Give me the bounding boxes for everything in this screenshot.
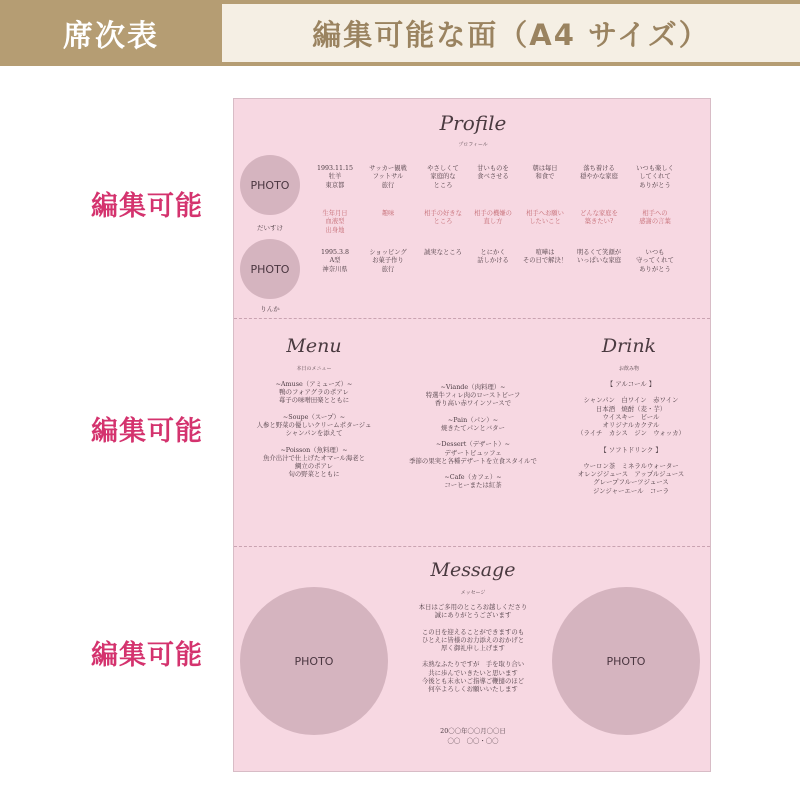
groom-photo[interactable]: PHOTO [240, 155, 300, 215]
message-right-photo[interactable]: PHOTO [552, 587, 700, 735]
message-names: 〇〇 〇〇・〇〇 [447, 737, 499, 745]
bride-info-cell[interactable]: 明るくて笑顔が いっぱいな家庭 [576, 249, 622, 265]
section-divider [234, 318, 710, 319]
editable-label-menu: 編集可能 [91, 416, 203, 447]
profile-label-cell: 趣味 [381, 210, 395, 217]
menu-title: Menu [286, 335, 342, 357]
message-body[interactable]: 本日はご多用のところお越しくださり 誠にありがとうございます この日を迎えることができますのも ひとえに皆様のお力添えのおかげと 厚く御礼申し上げます 未熟なふたりですが 手を取り合い 共に歩んでいきたいと思います 今後とも末永いご指導ご鞭撻のほど 何卒よろしくお願いいたします [418, 603, 528, 694]
groom-info-cell[interactable]: 1993.11.15 牡羊 東京都 [316, 165, 354, 189]
bride-info-cell[interactable]: とにかく 話しかける [477, 249, 509, 265]
groom-info-cell[interactable]: サッカー観戦 フットサル 旅行 [369, 165, 407, 189]
message-subtitle: メッセージ [460, 590, 486, 596]
groom-name: だいすけ [257, 224, 283, 232]
profile-label-cell: どんな家庭を 築きたい? [580, 210, 618, 226]
profile-label-cell: 相手へお願い したいこと [526, 210, 564, 226]
message-title: Message [430, 559, 516, 581]
menu-center-column[interactable]: ~Viande（肉料理）~ 特選牛フィレ肉のローストビーフ 香り高い赤ワインソースで ~Pain（パン）~ 焼きたてパンとバター ~Dessert（デザート）~ デザートビュッフェ 季節の果実と各種デザートを立食スタイルで ~Cafe（カフェ）~ コーヒーまたは紅茶 [409, 383, 537, 490]
message-left-photo[interactable]: PHOTO [240, 587, 388, 735]
header-bar [0, 0, 800, 66]
editable-label-profile: 編集可能 [91, 191, 203, 222]
groom-info-cell[interactable]: 甘いものを 食べさせる [477, 165, 509, 181]
editable-label-message: 編集可能 [91, 640, 203, 671]
seating-sheet[interactable] [233, 98, 711, 772]
header-subtitle: 編集可能な面（A4 サイズ） [222, 0, 800, 66]
bride-name: りんか [260, 305, 280, 313]
profile-label-cell: 生年月日 血液型 出身地 [322, 210, 348, 234]
drink-list[interactable]: 【 アルコール 】 シャンパン 白ワイン 赤ワイン 日本酒 焼酎（麦・芋） ウイスキー ビール オリジナルカクテル （ライチ カシス ジン ウォッカ） 【 ソフトドリンク 】 ウーロン茶 ミネラルウォーター オレンジジュース アップルジュース グレープフルーツジュース ジンジャーエール コーラ [577, 380, 685, 495]
menu-left-column[interactable]: ~Amuse（アミューズ）~ 鴨のフォアグラのポアレ 苺子の味噌田楽とともに ~Soupe（スープ）~ 人参と野菜の優しいクリームポタージュ シャンパンを添えて ~Poisson（魚料理）~ 魚介出汁で仕上げたオマール海老と 鯛立のポアレ 旬の野菜とともに [256, 380, 372, 479]
header-title: 席次表 [0, 0, 222, 66]
groom-info-cell[interactable]: 朝は毎日 和食で [532, 165, 558, 181]
bride-photo[interactable]: PHOTO [240, 239, 300, 299]
bride-info-cell[interactable]: いつも 守ってくれて ありがとう [636, 249, 674, 273]
drink-subtitle: お飲み物 [618, 366, 639, 372]
menu-subtitle: 本日のメニュー [296, 366, 332, 372]
groom-info-cell[interactable]: 落ち着ける 穏やかな家庭 [580, 165, 618, 181]
message-date: 20〇〇年〇〇月〇〇日 [440, 727, 506, 735]
drink-title: Drink [601, 335, 657, 357]
bride-info-cell[interactable]: 1995.3.8 A型 神奈川県 [320, 249, 350, 273]
section-divider [234, 546, 710, 547]
profile-label-cell: 相手の機嫌の 直し方 [474, 210, 512, 226]
profile-title: Profile [439, 111, 507, 135]
profile-label-cell: 相手の好きな ところ [424, 210, 462, 226]
profile-subtitle: プロフィール [458, 142, 488, 148]
groom-info-cell[interactable]: やさしくて 家庭的な ところ [427, 165, 459, 189]
bride-info-cell[interactable]: 喧嘩は その日で解決！ [522, 249, 568, 265]
bride-info-cell[interactable]: ショッピング お菓子作り 旅行 [369, 249, 407, 273]
profile-label-cell: 相手への 感謝の言葉 [639, 210, 671, 226]
bride-info-cell[interactable]: 誠実なところ [424, 249, 462, 256]
groom-info-cell[interactable]: いつも楽しく してくれて ありがとう [636, 165, 674, 189]
